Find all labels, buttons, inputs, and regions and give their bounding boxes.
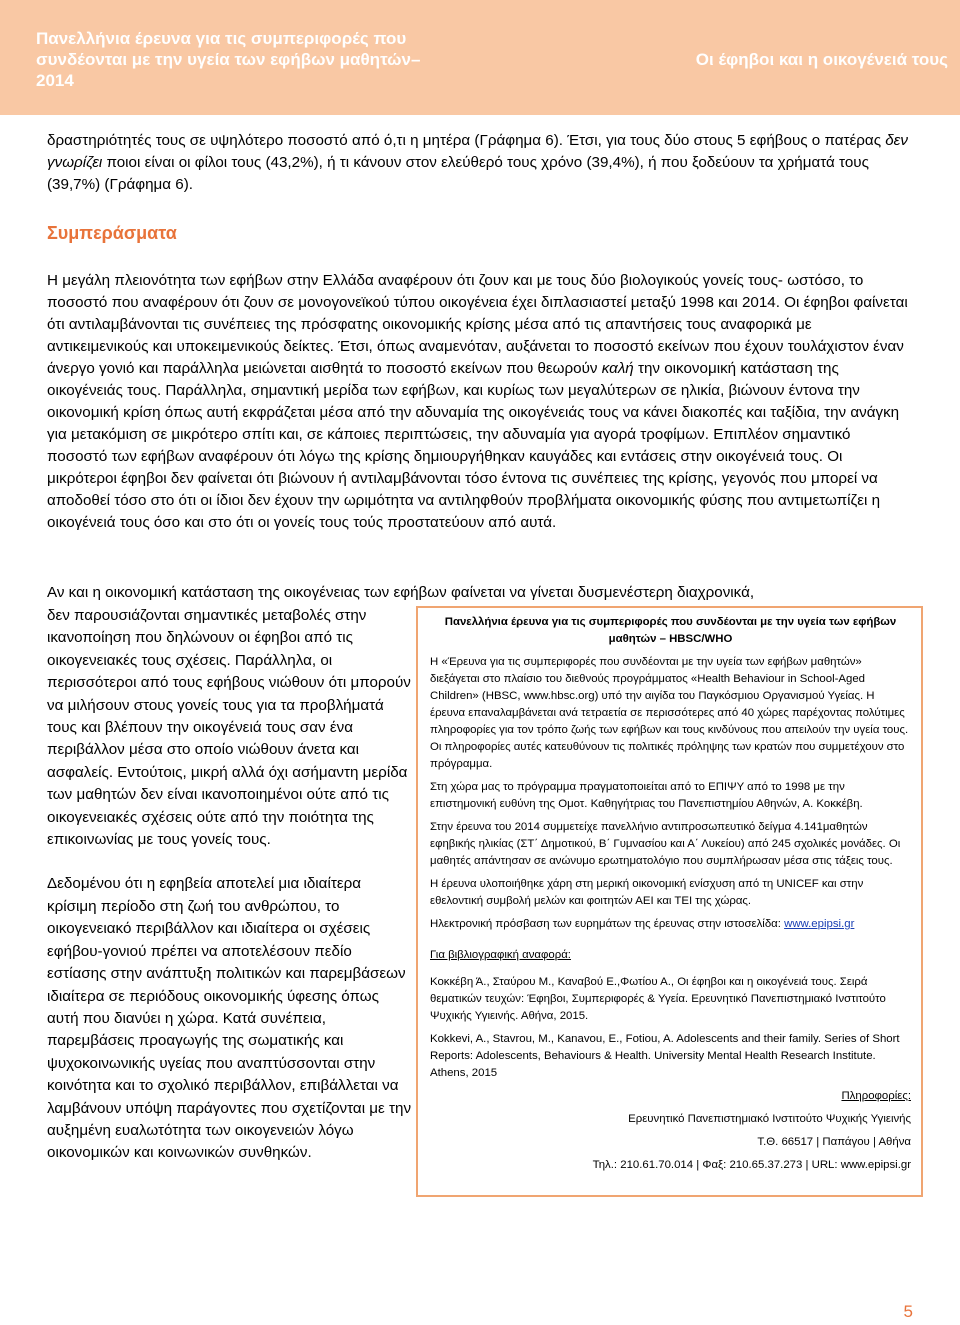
left-column [47, 605, 412, 1165]
left-column-paragraph: δεν παρουσιάζονται σημαντικές μεταβολές στην ικανοποίηση που δηλώνουν οι έφηβοι από τις οικογενειακές τους σχέσεις. Παράλληλα, οι περισσότεροι από τους εφήβους νιώθουν ότι μπορούν να μιλήσουν στους γονείς τους για τα προβλήματά τους και βλέπουν την οικογένειά τους σαν ένα περιβάλλον μέσα στο οποίο νιώθουν άνετα και ασφαλείς. Εντούτοις, μικρή αλλά όχι ασήμαντη μερίδα των μαθητών δεν είναι ικανοποιημένοι ούτε από τις οικογενειακές σχέσεις ούτε από την ποιότητα της επικοινωνίας με τους γονείς τους. [47, 607, 411, 849]
lead-line: Αν και η οικονομική κατάσταση της οικογένειας των εφήβων φαίνεται να γίνεται δυσμενέστερη διαχρονικά, [47, 584, 755, 601]
intro-paragraph: δραστηριότητές τους σε υψηλότερο ποσοστό από ό,τι η μητέρα (Γράφημα 6). Έτσι, για τους δύο στους 5 εφήβους ο πατέρας δεν γνωρίζει ποιοι είναι οι φίλοι τους (43,2%), ή τι κάνουν στον ελεύθερό τους χρόνο (39,4%), ή που ξοδεύουν τα χρήματά τους (39,7%) (Γράφημα 6). [47, 132, 908, 193]
chapter-title: Οι έφηβοι και η οικογένειά τους [695, 50, 948, 69]
intro-emphasis: δεν γνωρίζει [47, 132, 908, 171]
info-box-paragraph: Η έρευνα υλοποιήθηκε χάρη στη μερική οικονομική ενίσχυση από τη UNICEF και στην εθελοντική συμβολή μελών και φοιτητών ΑΕΙ και ΤΕΙ της χώρας. [430, 878, 864, 907]
info-box-paragraph: Η «Έρευνα για τις συμπεριφορές που συνδέονται με την υγεία των εφήβων μαθητών» διεξάγεται στο πλαίσιο του διεθνούς προγράμματος «Health Behaviour in School-Aged Children» (HBSC, www.hbsc.org) υπό την αιγίδα του Παγκόσμιου Οργανισμού Υγείας. Η έρευνα επαναλαμβάνεται ανά τετραετία σε περισσότερες από 40 χώρες παρέχοντας πολύτιμες πληροφορίες για τον τρόπο ζωής των εφήβων και τους κινδύνους που απειλούν την υγεία τους. Οι πληροφορίες αυτές κατευθύνουν τις πολιτικές πρόληψης των κρατών που συμμετέχουν στο πρόγραμμα. [430, 656, 909, 770]
conclusions-emphasis: καλή [601, 360, 634, 377]
website-link[interactable]: www.epipsi.gr [784, 918, 855, 930]
survey-info-box [416, 606, 923, 1197]
info-contact: Τηλ.: 210.61.70.014 | Φαξ: 210.65.37.273 | URL: www.epipsi.gr [592, 1159, 911, 1171]
info-institute: Ερευνητικό Πανεπιστημιακό Ινστιτούτο Ψυχικής Υγιεινής [628, 1113, 911, 1125]
biblio-label: Για βιβλιογραφική αναφορά: [430, 949, 571, 961]
left-column-paragraph: Δεδομένου ότι η εφηβεία αποτελεί μια ιδιαίτερα κρίσιμη περίοδο στη ζωή του ανθρώπου, το οικογενειακό περιβάλλον και ιδιαίτερα οι σχέσεις εφήβου-γονιού πρέπει να αποτελέσουν πεδίο εστίασης στην ανάπτυξη πολιτικών και παρεμβάσεων ιδιαίτερα σε περιόδους οικονομικής ύφεσης όπως αυτή που διανύει η χώρα. Κατά συνέπεια, παρεμβάσεις προαγωγής της σωματικής και ψυχοκοινωνικής υγείας που αναπτύσσονται στην κοινότητα και το σχολικό περιβάλλον, επιβάλλεται να λαμβάνουν υπόψη παράγοντες που σχετίζονται με την αυξημένη ευαλωτότητα των οικογενειών λόγω οικονομικών και κοινωνικών συνθηκών. [47, 875, 412, 1162]
survey-title: Πανελλήνια έρευνα για τις συμπεριφορές που συνδέονται με την υγεία των εφήβων μαθητών– 2014 [36, 29, 421, 90]
info-label: Πληροφορίες: [841, 1090, 911, 1102]
biblio-greek: Κοκκέβη Ά., Σταύρου Μ., Καναβού Ε.,Φωτίου Α., Οι έφηβοι και η οικογένειά τους. Σειρά θεματικών τευχών: Έφηβοι, Συμπεριφορές & Υγεία. Ερευνητικό Πανεπιστημιακό Ινστιτούτο Ψυχικής Υγιεινής. Αθήνα, 2015. [430, 976, 886, 1022]
info-address: Τ.Θ. 66517 | Παπάγου | Αθήνα [757, 1136, 911, 1148]
info-box-access: Ηλεκτρονική πρόσβαση των ευρημάτων της έρευνας στην ιστοσελίδα: www.epipsi.gr [430, 918, 855, 930]
page-header [0, 0, 960, 115]
info-box-title: Πανελλήνια έρευνα για τις συμπεριφορές που συνδέονται με την υγεία των εφήβων μαθητών – HBSC/WHO [444, 616, 897, 645]
conclusions-heading: Συμπεράσματα [47, 223, 177, 243]
info-box-paragraph: Στην έρευνα του 2014 συμμετείχε πανελλήνιο αντιπροσωπευτικό δείγμα 4.141μαθητών εφηβικής ηλικίας (ΣΤ΄ Δημοτικού, Β΄ Γυμνασίου και Α΄ Λυκείου) από 245 σχολικές μονάδες. Οι μαθητές απάντησαν σε ανώνυμο ερωτηματολόγιο που συμπλήρωσαν μέσα στις τάξεις τους. [430, 821, 901, 867]
info-box-paragraph: Στη χώρα μας το πρόγραμμα πραγματοποιείται από το ΕΠΙΨΥ από το 1998 με την επιστημονική ευθύνη της Ομοτ. Καθηγήτριας του Πανεπιστημίου Αθηνών, Α. Κοκκέβη. [430, 781, 863, 810]
biblio-english: Kokkevi, A., Stavrou, M., Kanavou, E., Fotiou, A. Adolescents and their family. Series of Short Reports: Adolescents, Behaviours & Health. University Mental Health Research Institute. Athens, 2015 [430, 1033, 900, 1079]
page-number: 5 [903, 1302, 913, 1321]
conclusions-paragraph: Η μεγάλη πλειονότητα των εφήβων στην Ελλάδα αναφέρουν ότι ζουν και με τους δύο βιολογικούς γονείς τους- ωστόσο, το ποσοστό που αναφέρουν ότι ζουν σε μονογονεϊκού τύπου οικογένεια έχει διπλασιαστεί μεταξύ 1998 και 2014. Οι έφηβοι φαίνεται ότι αντιλαμβάνονται τις συνέπειες της πρόσφατης οικονομικής κρίσης μέσα από τις απαντήσεις τους αναφορικά με αντικειμενικούς και υποκειμενικούς δείκτες. Έτσι, όπως αναμενόταν, αυξάνεται το ποσοστό εκείνων που έχουν τουλάχιστον έναν άνεργο γονιό και παράλληλα μειώνεται αισθητά το ποσοστό εκείνων που θεωρούν καλή την οικονομική κατάσταση της οικογένειάς τους. Παράλληλα, σημαντική μερίδα των εφήβων, και κυρίως των μεγαλύτερων σε ηλικία, βιώνουν έντονα την οικονομική κρίση όπως αυτή εκφράζεται μέσα από την αδυναμία της οικογένειάς τους να κάνει διακοπές και ταξίδια, την ανάγκη για μετακόμιση σε μικρότερο σπίτι και, σε κάποιες περιπτώσεις, την αδυναμία για αγορά τροφίμων. Επιπλέον σημαντικό ποσοστό των εφήβων αναφέρουν ότι λόγω της κρίσης δημιουργήθηκαν καυγάδες και εντάσεις στην οικογένειά τους. Οι μικρότεροι έφηβοι δεν φαίνεται ότι βιώνουν ή αντιλαμβάνονται τόσο έντονα τις συνέπειες της κρίσης, γεγονός που μπορεί να αποδοθεί τόσο στο ότι οι ίδιοι δεν έχουν την ωριμότητα να αντιληφθούν προβλήματα οικονομικής φύσης που αντιμετωπίζει η οικογένειά τους όσο και στο ότι οι γονείς τους τούς προστατεύουν από αυτά. [47, 272, 908, 531]
